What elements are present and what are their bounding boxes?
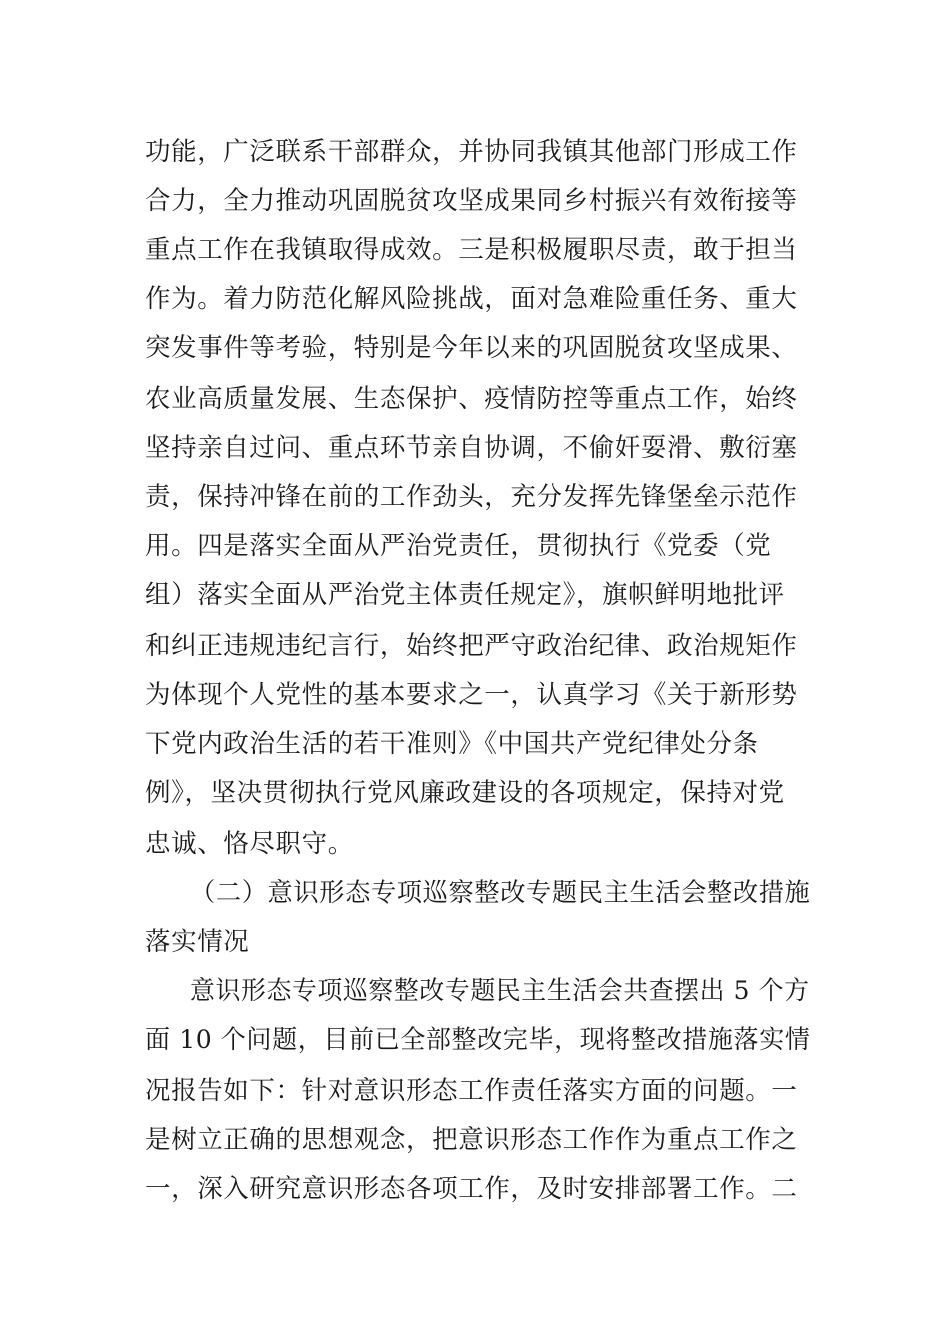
body-line: 为体现个人党性的基本要求之一，认真学习《关于新形势 [145, 680, 798, 710]
body-line: 突发事件等考验，特别是今年以来的巩固脱贫攻坚成果、 [145, 333, 798, 363]
body-line: 下党内政治生活的若干准则》《中国共产党纪律处分条 [145, 729, 759, 759]
body-line: 作为。着力防范化解风险挑战，面对急难险重任务、重大 [145, 284, 798, 314]
section-heading-continued: 落实情况 [145, 927, 250, 957]
body-line: 是树立正确的思想观念，把意识形态工作作为重点工作之 [145, 1125, 798, 1155]
body-line: 坚持亲自过问、重点环节亲自协调，不偷奸耍滑、敷衍塞 [145, 433, 798, 463]
body-line: 况报告如下：针对意识形态工作责任落实方面的问题。一 [145, 1076, 798, 1106]
body-line: 用。四是落实全面从严治党责任，贯彻执行《党委（党 [145, 531, 772, 561]
body-line: 重点工作在我镇取得成效。三是积极履职尽责，敢于担当 [145, 235, 798, 265]
body-line: 农业高质量发展、生态保护、疫情防控等重点工作，始终 [145, 384, 798, 414]
body-line: 一，深入研究意识形态各项工作，及时安排部署工作。二 [145, 1174, 798, 1204]
body-line: 功能，广泛联系干部群众，并协同我镇其他部门形成工作 [145, 137, 798, 167]
section-heading: （二）意识形态专项巡察整改专题民主生活会整改措施 [190, 878, 811, 908]
body-line: 合力，全力推动巩固脱贫攻坚成果同乡村振兴有效衔接等 [145, 186, 798, 216]
body-line: 组）落实全面从严治党主体责任规定》，旗帜鲜明地批评 [145, 580, 785, 610]
body-line: 面 10 个问题，目前已全部整改完毕，现将整改措施落实情 [145, 1025, 811, 1055]
body-line: 意识形态专项巡察整改专题民主生活会共查摆出 5 个方 [190, 976, 810, 1006]
body-line: 例》，坚决贯彻执行党风廉政建设的各项规定，保持对党 [145, 778, 785, 808]
body-line: 忠诚、恪尽职守。 [145, 829, 354, 859]
body-line: 责，保持冲锋在前的工作劲头，充分发挥先锋堡垒示范作 [145, 482, 798, 512]
body-line: 和纠正违规违纪言行，始终把严守政治纪律、政治规矩作 [145, 631, 798, 661]
